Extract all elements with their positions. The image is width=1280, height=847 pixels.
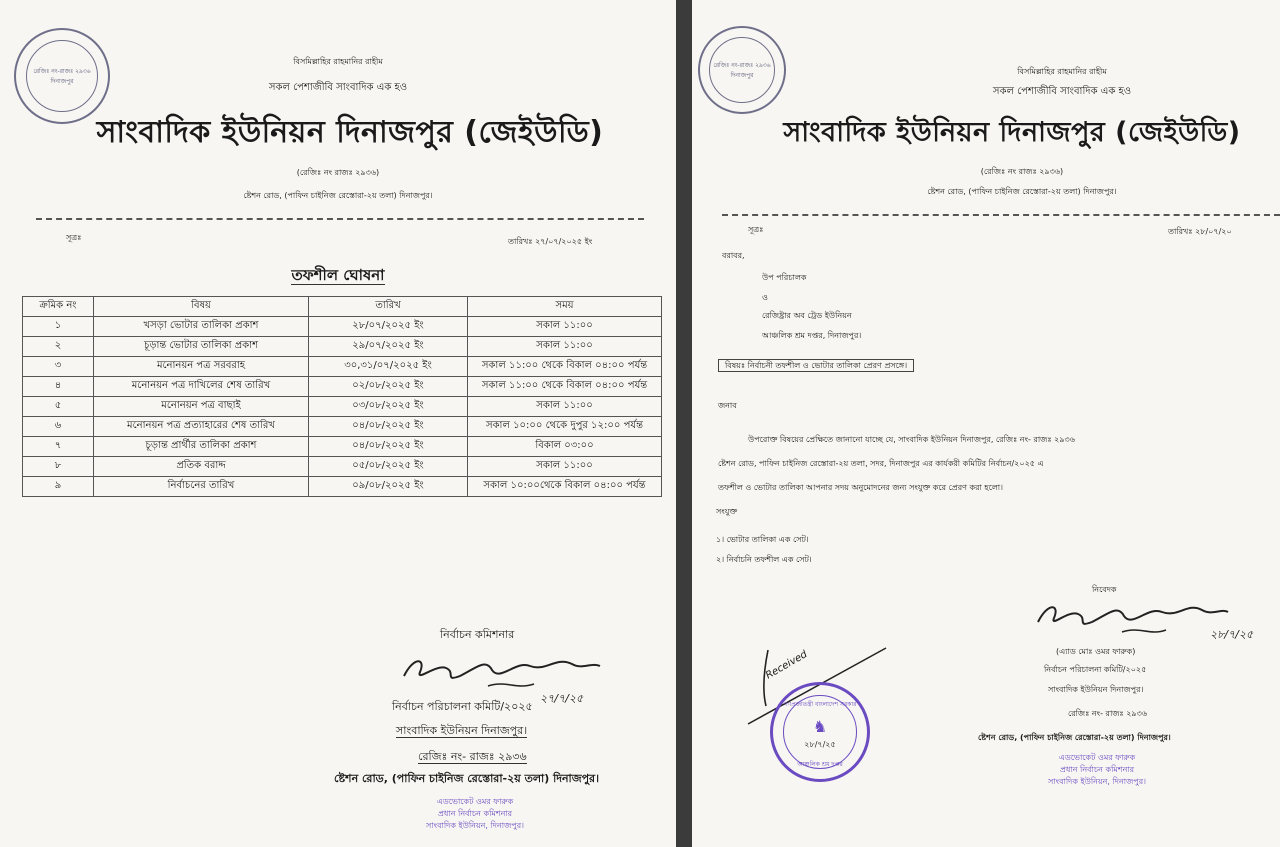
table-row	[23, 357, 662, 377]
stamp-line: আঞ্চলিক শ্রম দপ্তর	[797, 761, 843, 768]
cell-subject: মনোনয়ন পত্র বাছাই	[94, 397, 309, 417]
schedule-rows	[23, 317, 662, 497]
cell-subject: মনোনয়ন পত্র দাখিলের শেষ তারিখ	[94, 377, 309, 397]
labour-office-stamp	[770, 682, 870, 782]
cell-date: ৩০,৩১/০৭/২০২৫ ইং	[309, 357, 468, 377]
cell-subject: চূড়ান্ত ভোটার তালিকা প্রকাশ	[94, 337, 309, 357]
cell-subject: নির্বাচনের তারিখ	[94, 477, 309, 497]
cell-subject: প্রতিক বরাদ্দ	[94, 457, 309, 477]
election-schedule-table	[22, 296, 662, 497]
cell-serial: ৮	[23, 457, 94, 477]
col-date: তারিখ	[309, 297, 468, 317]
signature-date: ২৮/৭/২৫	[1210, 628, 1254, 641]
cell-subject: চূড়ান্ত প্রার্থীর তালিকা প্রকাশ	[94, 437, 309, 457]
col-subject: বিষয়	[94, 297, 309, 317]
recipient-line: ও	[762, 293, 768, 302]
cell-date: ০৪/০৮/২০২৫ ইং	[309, 417, 468, 437]
cell-time: সকাল ১১:০০ থেকে বিকাল ০৪:০০ পর্যন্ত	[468, 357, 662, 377]
cell-serial: ২	[23, 337, 94, 357]
org-short-name: সাংবাদিক ইউনিয়ন দিনাজপুর।	[1048, 685, 1144, 694]
header-divider	[722, 214, 1280, 216]
table-row	[23, 437, 662, 457]
footer-stamp-line: প্রধান নির্বাচন কমিশনার	[437, 809, 513, 818]
cell-date: ০২/০৮/২০২৫ ইং	[309, 377, 468, 397]
cell-subject: খসড়া ভোটার তালিকা প্রকাশ	[94, 317, 309, 337]
org-short-name	[396, 722, 527, 741]
body-line: উপরোক্ত বিষয়ের প্রেক্ষিতে জানানো যাচ্ছে যে, সাংবাদিক ইউনিয়ন দিনাজপুর, রেজিঃ নং- রাজঃ ২৯৩৬	[748, 435, 1075, 444]
seal-line: দিনাজপুর	[730, 72, 754, 79]
registration-line	[418, 748, 527, 767]
applicant-name: (এ্যাড মোঃ ওমর ফারুক)	[1056, 647, 1136, 656]
org-name-heading: সাংবাদিক ইউনিয়ন দিনাজপুর (জেইউডি)	[96, 115, 604, 150]
cell-serial: ৪	[23, 377, 94, 397]
cell-date: ০৩/০৮/২০২৫ ইং	[309, 397, 468, 417]
footer-stamp-line: প্রধান নির্বাচন কমিশনার	[1059, 765, 1135, 774]
cell-serial: ৭	[23, 437, 94, 457]
table-row	[23, 477, 662, 497]
footer-stamp-line: এডভোকেট ওমর ফারুক	[1058, 753, 1136, 762]
document-date: তারিখঃ ২৮/০৭/২০	[1168, 227, 1232, 236]
cell-serial: ৯	[23, 477, 94, 497]
letter-salutation: জনাব	[718, 401, 737, 410]
registration-line: রেজিঃ নং- রাজঃ ২৯৩৬	[1068, 709, 1148, 718]
org-short-name-text: সাংবাদিক ইউনিয়ন দিনাজপুর।	[396, 724, 528, 737]
letter-subject	[718, 360, 914, 373]
cell-time: বিকাল ০৩:০০	[468, 437, 662, 457]
reference-label: সূত্রঃ	[66, 233, 82, 242]
header-divider	[36, 218, 644, 220]
registration-number: (রেজিঃ নং রাজঃ ২৯৩৬)	[980, 167, 1064, 176]
attachment-item: ২। নির্বাচনি তফশীল এক সেট।	[716, 555, 812, 564]
bismillah: বিসমিল্লাহির রাহমানির রাহীম	[293, 57, 383, 66]
recipient-line: উপ পরিচালক	[762, 273, 807, 282]
table-row	[23, 417, 662, 437]
motto: সকল পেশাজীবি সাংবাদিক এক হও	[992, 86, 1132, 97]
footer-address: ষ্টেশন রোড, (পাফিন চাইনিজ রেস্তোরা-২য় তলা) দিনাজপুর।	[334, 772, 600, 785]
cell-date: ২৯/০৭/২০২৫ ইং	[309, 337, 468, 357]
salutation-to: বরাবর,	[722, 251, 745, 260]
committee-name: নির্বাচন পরিচালনা কমিটি/২০২৫	[392, 700, 533, 713]
footer-address: ষ্টেশন রোড, (পাফিন চাইনিজ রেস্তোরা-২য় তলা) দিনাজপুর।	[978, 733, 1171, 742]
document-date: তারিখঃ ২৭/০৭/২০২৫ ইং	[508, 237, 593, 246]
motto: সকল পেশাজীবি সাংবাদিক এক হও	[268, 82, 408, 93]
col-serial: ক্রমিক নং	[23, 297, 94, 317]
cell-serial: ৩	[23, 357, 94, 377]
col-time: সময়	[468, 297, 662, 317]
body-line: তফশীল ও ভোটার তালিকা আপনার সদয় অনুমোদনের জন্য সংযুক্ত করে প্রেরণ করা হলো।	[718, 483, 1003, 492]
cell-time: সকাল ১১:০০	[468, 457, 662, 477]
office-address: ষ্টেশন রোড, (পাফিন চাইনিজ রেস্তোরা-২য় তলা) দিনাজপুর।	[243, 191, 433, 200]
cell-serial: ৫	[23, 397, 94, 417]
schedule-title	[0, 264, 676, 289]
cell-date: ০৯/০৮/২০২৫ ইং	[309, 477, 468, 497]
cell-date: ২৮/০৭/২০২৫ ইং	[309, 317, 468, 337]
cell-date: ০৫/০৮/২০২৫ ইং	[309, 457, 468, 477]
schedule-title-text: তফশীল ঘোষনা	[291, 266, 385, 284]
org-name-heading: সাংবাদিক ইউনিয়ন দিনাজপুর (জেইউডি)	[783, 117, 1241, 148]
footer-stamp-line: এডভোকেট ওমর ফারুক	[436, 797, 514, 806]
applicant-label: নিবেদক	[1092, 585, 1117, 594]
stamp-line: গণপ্রজাতন্ত্রী বাংলাদেশ সরকার	[783, 701, 857, 708]
attachments-label: সংযুক্ত	[716, 507, 738, 516]
cell-subject: মনোনয়ন পত্র প্রত্যাহারের শেষ তারিখ	[94, 417, 309, 437]
registration-number: (রেজিঃ নং রাজঃ ২৯৩৬)	[296, 168, 380, 177]
seal-line: রেজিঃ নং-রাজঃ ২৯৩৬	[713, 62, 771, 69]
table-row	[23, 457, 662, 477]
bismillah: বিসমিল্লাহির রাহমানির রাহীম	[1017, 67, 1107, 76]
cell-time: সকাল ১০:০০ থেকে দুপুর ১২:০০ পর্যন্ত	[468, 417, 662, 437]
cell-date: ০৪/০৮/২০২৫ ইং	[309, 437, 468, 457]
seal-line: দিনাজপুর	[50, 78, 74, 85]
attachment-item: ১। ভোটার তালিকা এক সেট।	[716, 535, 809, 544]
table-row	[23, 337, 662, 357]
reference-label: সূত্রঃ	[748, 225, 764, 234]
table-row	[23, 397, 662, 417]
applicant-signature	[1032, 594, 1232, 646]
registration-line-text: রেজিঃ নং- রাজঃ ২৯৩৬	[418, 750, 527, 763]
union-seal	[698, 26, 786, 114]
table-row	[23, 377, 662, 397]
received-date: ২৮/৭/২৫	[804, 740, 836, 749]
committee-name: নির্বাচন পরিচালনা কমিটি/২০২৫	[1044, 665, 1147, 674]
seal-line: রেজিঃ নং-রাজঃ ২৯৩৬	[33, 68, 91, 75]
recipient-line: আঞ্চলিক শ্রম দপ্তর, দিনাজপুর।	[762, 331, 862, 340]
footer-stamp-line: সাংবাদিক ইউনিয়ন, দিনাজপুর।	[426, 821, 524, 830]
cell-time: সকাল ১১:০০	[468, 337, 662, 357]
office-address: ষ্টেশন রোড, (পাফিন চাইনিজ রেস্তোরা-২য় তলা) দিনাজপুর।	[927, 187, 1117, 196]
cell-time: সকাল ১১:০০	[468, 397, 662, 417]
cell-time: সকাল ১১:০০ থেকে বিকাল ০৪:০০ পর্যন্ত	[468, 377, 662, 397]
signatory-title: নির্বাচন কমিশনার	[440, 628, 515, 641]
stamp-emblem-icon: ♞	[812, 717, 828, 736]
cell-subject: মনোনয়ন পত্র সরবরাহ	[94, 357, 309, 377]
footer-stamp-line: সাংবাদিক ইউনিয়ন, দিনাজপুর।	[1048, 777, 1146, 786]
table-row	[23, 317, 662, 337]
received-label: Received	[764, 649, 810, 682]
signature-date: ২৭/৭/২৫	[540, 692, 584, 705]
letter-subject-text: বিষয়ঃ নির্বাচনী তফশীল ও ভোটার তালিকা প্রেরণ প্রসঙ্গে।	[718, 359, 914, 372]
body-line: ষ্টেশন রোড, পাফিন চাইনিজ রেস্তোরা-২য় তলা, সদর, দিনাজপুর এর কার্যকরী কমিটির নির্বাচন/২০২৫ এ	[718, 459, 1044, 468]
cell-time: সকাল ১১:০০	[468, 317, 662, 337]
right-document-page	[692, 0, 1280, 847]
table-header-row	[23, 297, 662, 317]
cell-serial: ৬	[23, 417, 94, 437]
recipient-line: রেজিষ্ট্রার অব ট্রেড ইউনিয়ন	[762, 311, 852, 320]
cell-serial: ১	[23, 317, 94, 337]
cell-time: সকাল ১০:০০থেকে বিকাল ০৪:০০ পর্যন্ত	[468, 477, 662, 497]
